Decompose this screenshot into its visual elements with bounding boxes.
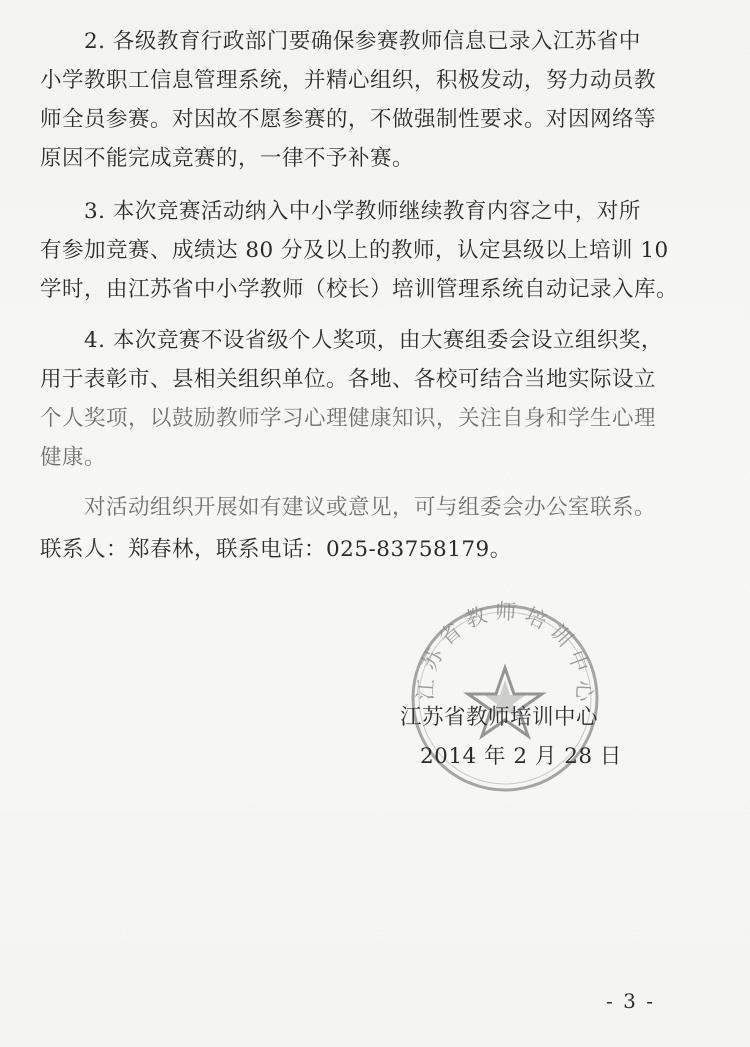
- paragraph-line: 2. 各级教育行政部门要确保参赛教师信息已录入江苏省中: [84, 29, 641, 54]
- paragraph-line: 对活动组织开展如有建议或意见，可与组委会办公室联系。: [84, 495, 657, 520]
- paragraph-line: 有参加竞赛、成绩达 80 分及以上的教师，认定县级以上培训 10: [40, 238, 669, 263]
- signature-organization: 江苏省教师培训中心: [400, 705, 599, 730]
- paragraph-line: 小学教职工信息管理系统，并精心组织，积极发动，努力动员教: [40, 68, 657, 93]
- paragraph-line: 学时，由江苏省中小学教师（校长）培训管理系统自动记录入库。: [40, 277, 679, 302]
- paragraph-line: 原因不能完成竞赛的，一律不予补赛。: [40, 146, 415, 171]
- svg-text:江苏省教师培训中心: 江苏省教师培训中心: [413, 599, 597, 710]
- paragraph-line: 个人奖项，以鼓励教师学习心理健康知识，关注自身和学生心理: [40, 406, 657, 431]
- paragraph-line: 3. 本次竞赛活动纳入中小学教师继续教育内容之中，对所: [84, 199, 641, 224]
- paragraph-line: 健康。: [40, 445, 107, 470]
- paragraph-line: 用于表彰市、县相关组织单位。各地、各校可结合当地实际设立: [40, 367, 657, 392]
- signature-date: 2014 年 2 月 28 日: [420, 744, 622, 769]
- paragraph-line: 师全员参赛。对因故不愿参赛的，不做强制性要求。对因网络等: [40, 107, 657, 132]
- paragraph-line: 联系人：郑春林，联系电话：025-83758179。: [40, 537, 512, 562]
- paragraph-line: 4. 本次竞赛不设省级个人奖项，由大赛组委会设立组织奖，: [84, 328, 663, 353]
- page-number: - 3 -: [606, 989, 655, 1013]
